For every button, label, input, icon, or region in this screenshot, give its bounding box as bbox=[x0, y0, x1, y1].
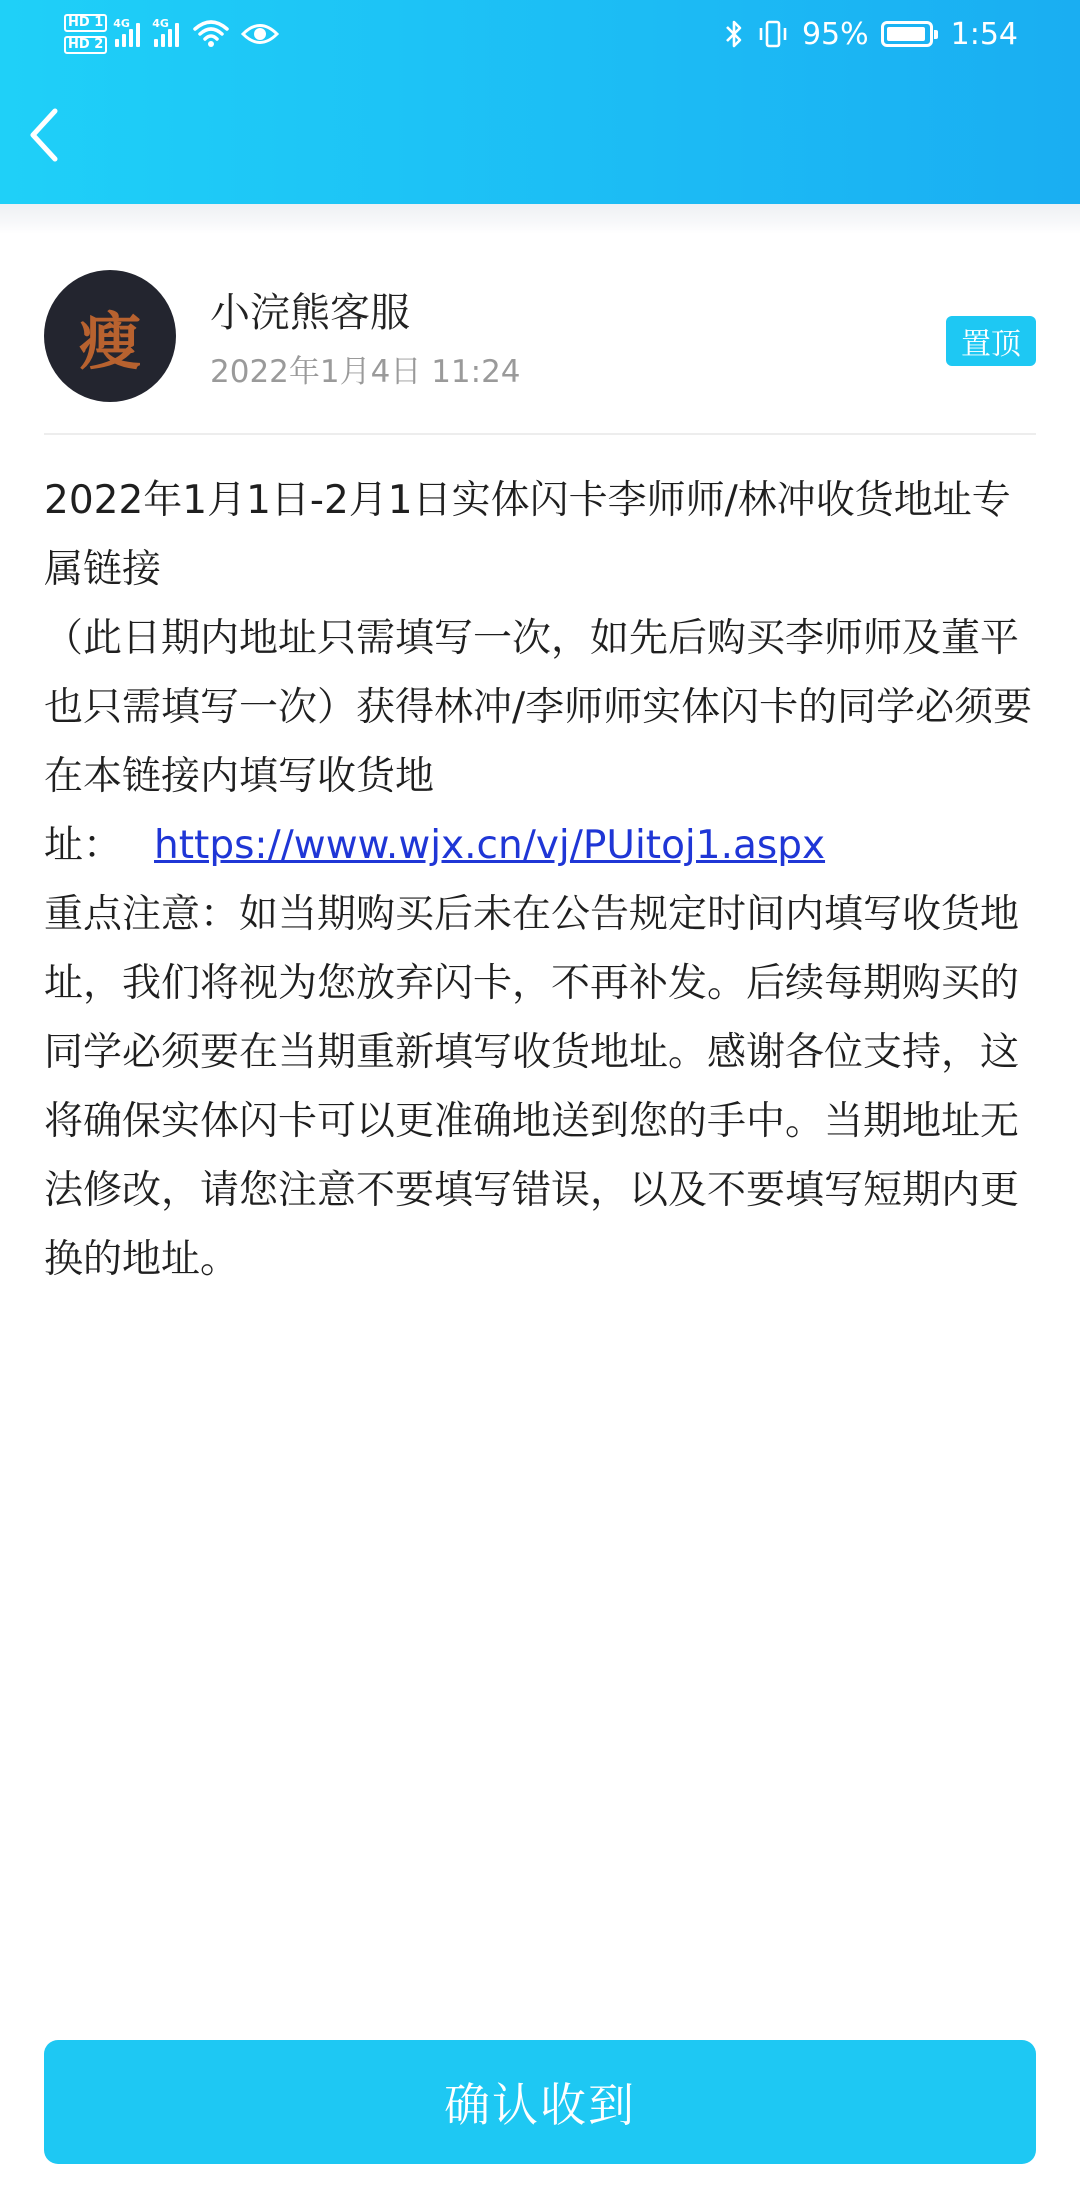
post-paragraph-1: 2022年1月1日-2月1日实体闪卡李师师/林冲收货地址专属链接 bbox=[44, 478, 1011, 592]
status-bar bbox=[0, 0, 1080, 70]
chevron-left-icon bbox=[27, 107, 61, 163]
status-left bbox=[64, 8, 279, 60]
network2-label: 4G bbox=[152, 17, 169, 30]
post-paragraph-2: （此日期内地址只需填写一次，如先后购买李师师及董平也只需填写一次）获得林冲/李师师实体闪卡的同学必须要在本链接内填写收货地 bbox=[44, 616, 1033, 799]
hd2-badge bbox=[64, 36, 107, 54]
avatar-glyph: 瘦 bbox=[78, 304, 141, 378]
address-form-link[interactable]: https://www.wjx.cn/vj/PUitoj1.aspx bbox=[154, 823, 826, 868]
hd-indicators bbox=[64, 14, 107, 54]
hd2-label: HD 2 bbox=[64, 36, 107, 54]
eye-icon bbox=[241, 21, 279, 47]
battery-icon bbox=[881, 21, 933, 47]
post-content bbox=[44, 466, 1044, 1294]
vibrate-icon bbox=[756, 19, 790, 49]
wifi-icon bbox=[193, 19, 229, 49]
header-shadow bbox=[0, 204, 1080, 234]
pin-badge: 置顶 bbox=[946, 316, 1036, 366]
signal-icon bbox=[113, 17, 140, 47]
hd1-badge bbox=[64, 14, 107, 32]
status-right bbox=[724, 8, 1018, 60]
post-paragraph-3: 重点注意：如当期购买后未在公告规定时间内填写收货地址，我们将视为您放弃闪卡，不再补发。后续每期购买的同学必须要在当期重新填写收货地址。感谢各位支持，这将确保实体闪卡可以更准确地送到您的手中。当期地址无法修改，请您注意不要填写错误，以及不要填写短期内更换的地址。 bbox=[44, 892, 1020, 1282]
confirm-received-button[interactable]: 确认收到 bbox=[44, 2040, 1036, 2164]
clock: 1:54 bbox=[950, 16, 1018, 52]
link-prefix: 址： bbox=[44, 823, 123, 868]
back-button[interactable] bbox=[14, 100, 74, 170]
bluetooth-icon bbox=[724, 19, 744, 49]
link-line bbox=[44, 811, 1044, 880]
avatar[interactable] bbox=[44, 270, 176, 402]
post-time: 2022年1月4日 11:24 bbox=[210, 354, 521, 390]
app-header bbox=[0, 0, 1080, 204]
author-name: 小浣熊客服 bbox=[210, 290, 410, 336]
battery-percent: 95% bbox=[801, 16, 869, 52]
post-header bbox=[44, 270, 1036, 434]
divider bbox=[44, 433, 1036, 435]
hd1-label: HD 1 bbox=[64, 14, 107, 32]
network1-label: 4G bbox=[113, 17, 130, 30]
signal-icon bbox=[152, 17, 179, 47]
